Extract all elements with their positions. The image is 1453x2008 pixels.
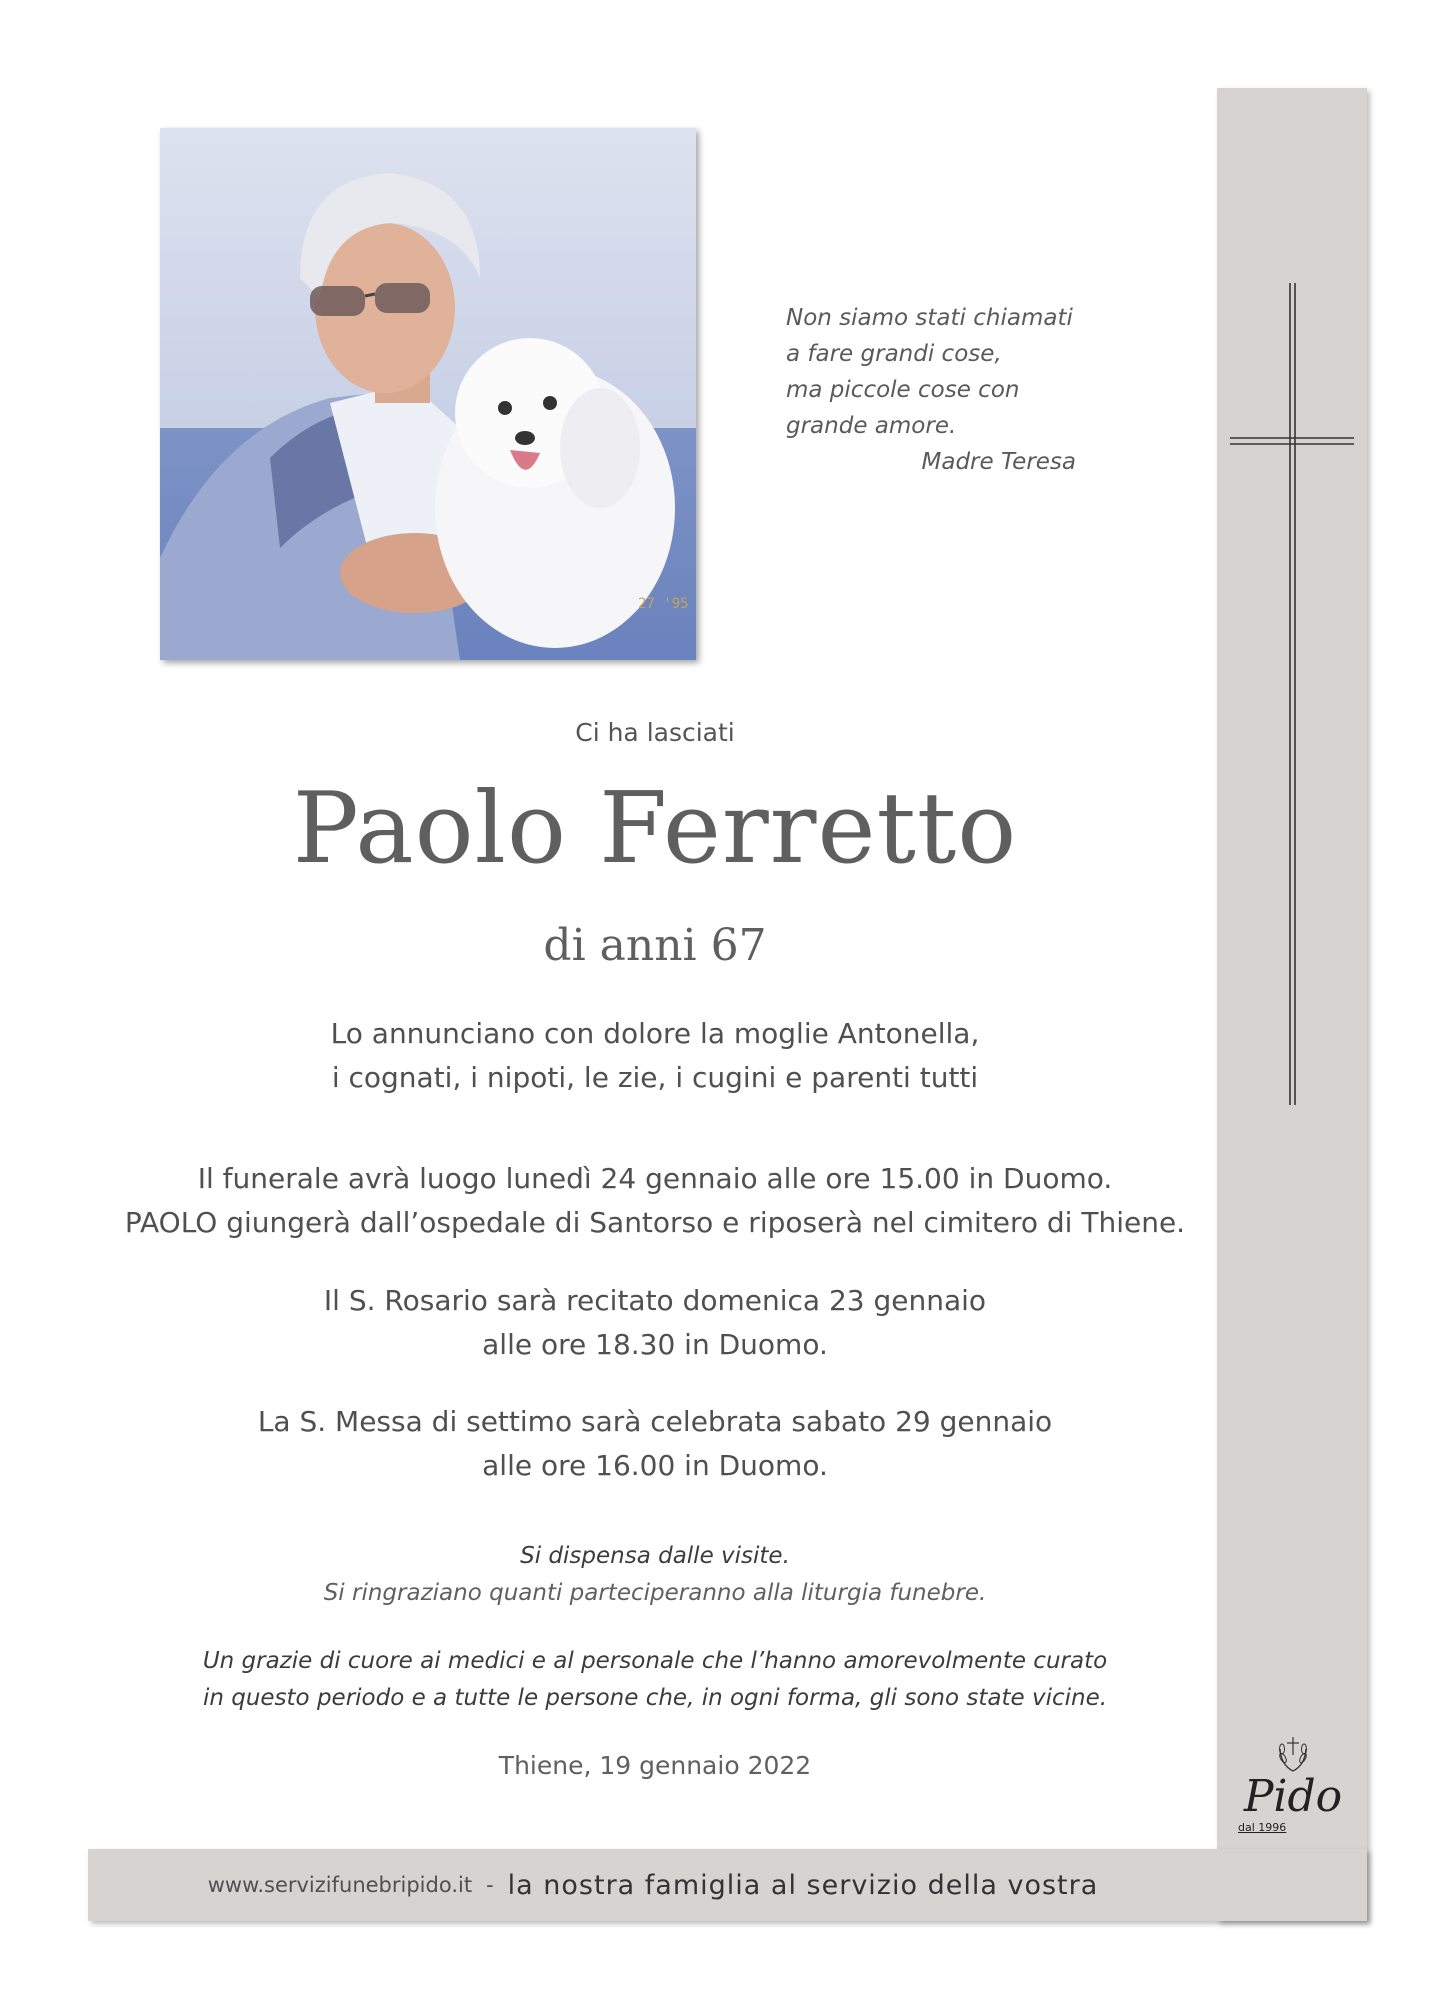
rosary-line: Il S. Rosario sarà recitato domenica 23 gennaio bbox=[323, 1284, 987, 1317]
laurel-icon bbox=[1276, 1735, 1310, 1773]
logo-since: dal 1996 bbox=[1238, 1821, 1287, 1834]
no-visits-note: Si dispensa dalle visite. bbox=[520, 1543, 790, 1569]
mourners-announcement bbox=[100, 1012, 1210, 1100]
visits-note bbox=[100, 1538, 1210, 1612]
quote-author: Madre Teresa bbox=[921, 449, 1076, 475]
logo-brand: Pido bbox=[1243, 1771, 1343, 1822]
deceased-name: Paolo Ferretto bbox=[292, 772, 1018, 886]
footer bbox=[88, 1849, 1218, 1921]
mass-info bbox=[100, 1400, 1210, 1488]
quote-line: Non siamo stati chiamati bbox=[786, 305, 1073, 331]
intro-text: Ci ha lasciati bbox=[575, 718, 735, 747]
date-place: Thiene, 19 gennaio 2022 bbox=[498, 1751, 812, 1780]
footer-separator: - bbox=[486, 1873, 494, 1897]
rosary-line: alle ore 18.30 in Duomo. bbox=[482, 1328, 828, 1361]
funeral-line: PAOLO giungerà dall’ospedale di Santorso e riposerà nel cimitero di Thiene. bbox=[124, 1206, 1186, 1239]
mourners-line: i cognati, i nipoti, le zie, i cugini e parenti tutti bbox=[331, 1061, 979, 1094]
footer-website-link[interactable]: www.servizifunebripido.it bbox=[207, 1873, 473, 1897]
company-logo bbox=[1232, 1735, 1354, 1834]
quote bbox=[786, 300, 1086, 480]
footer-slogan: la nostra famiglia al servizio della vostra bbox=[507, 1869, 1099, 1901]
quote-line: ma piccole cose con bbox=[786, 377, 1020, 403]
gratitude-line: Un grazie di cuore ai medici e al personale che l’hanno amorevolmente curato bbox=[202, 1648, 1108, 1674]
mass-line: alle ore 16.00 in Duomo. bbox=[482, 1449, 828, 1482]
liturgy-thanks-note: Si ringraziano quanti parteciperanno alla liturgia funebre. bbox=[323, 1580, 987, 1606]
funeral-line: Il funerale avrà luogo lunedì 24 gennaio alle ore 15.00 in Duomo. bbox=[197, 1162, 1113, 1195]
mass-line: La S. Messa di settimo sarà celebrata sabato 29 gennaio bbox=[257, 1405, 1053, 1438]
quote-line: grande amore. bbox=[786, 413, 957, 439]
mourners-line: Lo annunciano con dolore la moglie Antonella, bbox=[330, 1017, 980, 1050]
portrait-photo bbox=[160, 128, 696, 660]
svg-text:27 '95: 27 '95 bbox=[638, 596, 689, 612]
funeral-info bbox=[100, 1157, 1210, 1245]
rosary-info bbox=[100, 1279, 1210, 1367]
quote-line: a fare grandi cose, bbox=[786, 341, 1002, 367]
gratitude-line: in questo periodo e a tutte le persone che, in ogni forma, gli sono state vicine. bbox=[202, 1685, 1108, 1711]
gratitude-note bbox=[100, 1643, 1210, 1717]
deceased-age: di anni 67 bbox=[543, 920, 767, 971]
cross-icon bbox=[1230, 283, 1354, 1105]
